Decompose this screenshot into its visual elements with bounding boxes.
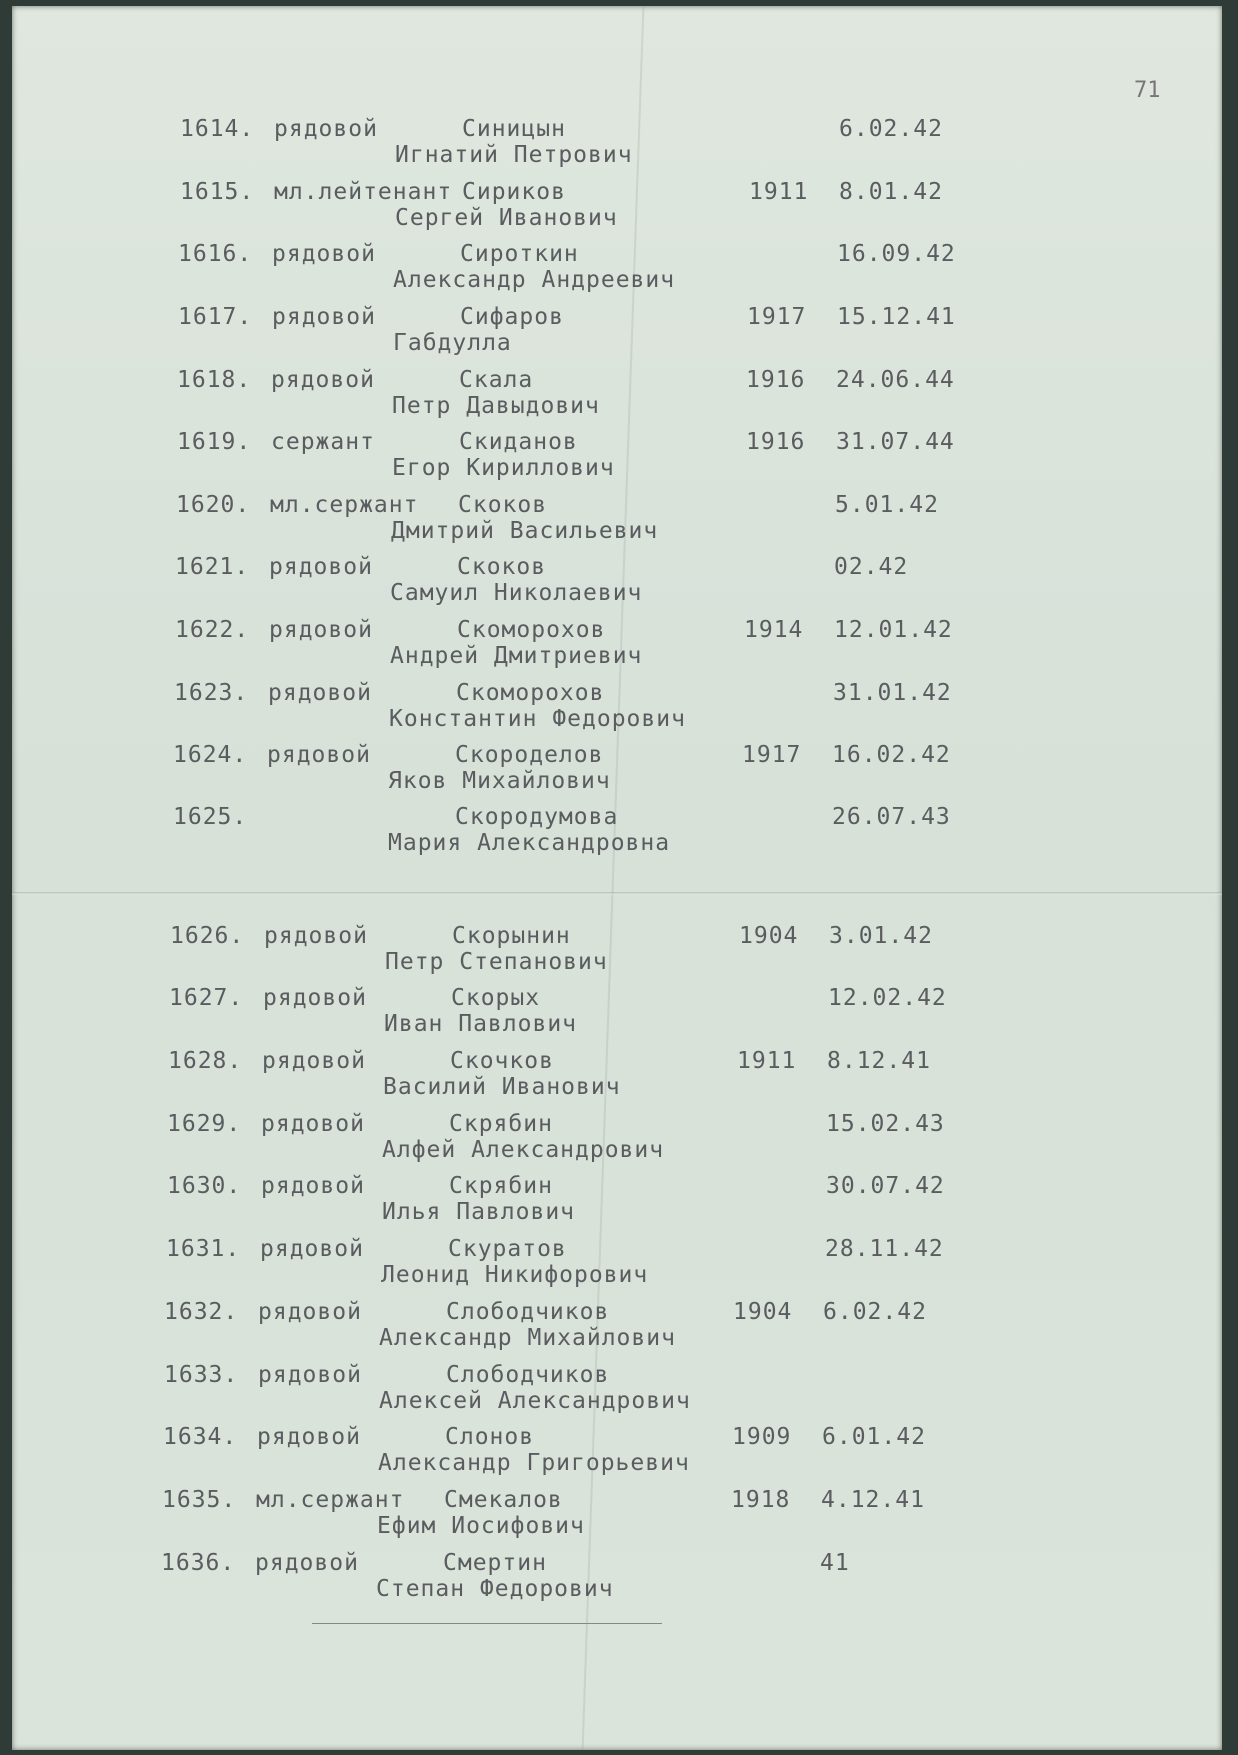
entry-given-name: Алфей Александрович: [382, 1137, 665, 1163]
entry-rank: рядовой: [264, 923, 368, 949]
entry-number: 1631.: [166, 1236, 241, 1262]
entry-surname: Скрябин: [449, 1173, 553, 1199]
entry-number: 1621.: [175, 554, 250, 580]
entry-given-name: Петр Степанович: [385, 949, 608, 975]
entry-rank: рядовой: [271, 367, 375, 393]
document-page: [12, 6, 1222, 1750]
entry-number: 1620.: [176, 492, 251, 518]
entry-surname: Сириков: [462, 179, 566, 205]
entry-date: 28.11.42: [825, 1236, 944, 1262]
entry-rank: рядовой: [258, 1362, 362, 1388]
entry-date: 3.01.42: [829, 923, 933, 949]
entry-number: 1628.: [168, 1048, 243, 1074]
entry-given-name: Сергей Иванович: [395, 205, 618, 231]
entry-rank: рядовой: [262, 1048, 366, 1074]
entry-number: 1614.: [180, 116, 255, 142]
entry-number: 1625.: [173, 804, 248, 830]
entry-number: 1629.: [167, 1111, 242, 1137]
entry-date: 30.07.42: [826, 1173, 945, 1199]
entry-given-name: Василий Иванович: [383, 1074, 621, 1100]
entry-rank: рядовой: [274, 116, 378, 142]
entry-number: 1626.: [170, 923, 245, 949]
entry-surname: Скоморохов: [456, 680, 605, 706]
entry-date: 5.01.42: [835, 492, 939, 518]
entry-rank: мл.лейтенант: [274, 179, 453, 205]
entry-surname: Смекалов: [444, 1487, 563, 1513]
entry-birth-year: 1918: [731, 1487, 791, 1513]
entry-date: 4.12.41: [821, 1487, 925, 1513]
entry-given-name: Александр Михайлович: [379, 1325, 676, 1351]
entry-rank: рядовой: [269, 617, 373, 643]
entry-number: 1619.: [177, 429, 252, 455]
entry-number: 1616.: [178, 241, 253, 267]
entry-number: 1634.: [163, 1424, 238, 1450]
entry-rank: рядовой: [272, 304, 376, 330]
entry-rank: рядовой: [261, 1111, 365, 1137]
entry-given-name: Андрей Дмитриевич: [390, 643, 643, 669]
entry-rank: сержант: [271, 429, 375, 455]
entry-rank: рядовой: [260, 1236, 364, 1262]
entry-date: 31.01.42: [833, 680, 952, 706]
entry-date: 6.02.42: [823, 1299, 927, 1325]
entry-surname: Скоков: [458, 492, 548, 518]
entry-rank: рядовой: [263, 985, 367, 1011]
entry-birth-year: 1917: [742, 742, 802, 768]
entry-date: 15.02.43: [826, 1111, 945, 1137]
entry-surname: Скуратов: [448, 1236, 567, 1262]
entry-rank: рядовой: [261, 1173, 365, 1199]
entry-number: 1635.: [162, 1487, 237, 1513]
entry-date: 31.07.44: [836, 429, 955, 455]
entry-birth-year: 1914: [744, 617, 804, 643]
entry-given-name: Яков Михайлович: [388, 768, 611, 794]
entry-rank: мл.сержант: [256, 1487, 405, 1513]
entry-number: 1627.: [169, 985, 244, 1011]
entry-rank: рядовой: [255, 1550, 359, 1576]
entry-surname: Скоморохов: [457, 617, 606, 643]
entry-birth-year: 1911: [749, 179, 809, 205]
entry-given-name: Александр Андреевич: [393, 267, 676, 293]
entry-number: 1617.: [178, 304, 253, 330]
entry-rank: рядовой: [258, 1299, 362, 1325]
entry-surname: Скрябин: [449, 1111, 553, 1137]
entry-date: 24.06.44: [836, 367, 955, 393]
entry-birth-year: 1917: [747, 304, 807, 330]
entry-birth-year: 1911: [737, 1048, 797, 1074]
entry-surname: Слонов: [445, 1424, 535, 1450]
entry-given-name: Леонид Никифорович: [381, 1262, 649, 1288]
entry-given-name: Степан Федорович: [376, 1576, 614, 1602]
entry-given-name: Игнатий Петрович: [395, 142, 633, 168]
entry-number: 1632.: [164, 1299, 239, 1325]
entry-date: 26.07.43: [832, 804, 951, 830]
entry-number: 1633.: [164, 1362, 239, 1388]
entry-given-name: Иван Павлович: [384, 1011, 578, 1037]
entry-given-name: Егор Кириллович: [392, 455, 615, 481]
entry-surname: Смертин: [443, 1550, 547, 1576]
entry-given-name: Дмитрий Васильевич: [391, 518, 659, 544]
entry-given-name: Алексей Александрович: [379, 1388, 691, 1414]
entry-rank: рядовой: [269, 554, 373, 580]
entry-number: 1623.: [174, 680, 249, 706]
entry-date: 8.01.42: [839, 179, 943, 205]
entry-rank: рядовой: [267, 742, 371, 768]
entry-given-name: Ефим Иосифович: [377, 1513, 585, 1539]
entry-number: 1618.: [177, 367, 252, 393]
entry-number: 1624.: [173, 742, 248, 768]
entry-surname: Скиданов: [459, 429, 578, 455]
entry-given-name: Петр Давыдович: [392, 393, 600, 419]
entry-rank: рядовой: [272, 241, 376, 267]
entry-number: 1630.: [167, 1173, 242, 1199]
entry-surname: Скорых: [451, 985, 541, 1011]
entry-date: 6.02.42: [839, 116, 943, 142]
entry-surname: Сифаров: [460, 304, 564, 330]
entry-surname: Слободчиков: [446, 1362, 610, 1388]
entry-surname: Скоков: [457, 554, 547, 580]
entry-surname: Скородумова: [455, 804, 619, 830]
entry-number: 1622.: [175, 617, 250, 643]
entry-rank: рядовой: [268, 680, 372, 706]
entry-birth-year: 1916: [746, 429, 806, 455]
entry-given-name: Мария Александровна: [388, 830, 671, 856]
end-rule: [312, 1623, 662, 1624]
entry-given-name: Габдулла: [393, 330, 512, 356]
entry-surname: Синицын: [462, 116, 566, 142]
entry-surname: Скороделов: [455, 742, 604, 768]
entry-surname: Скорынин: [452, 923, 571, 949]
page-number: 71: [1134, 78, 1161, 103]
entry-rank: рядовой: [257, 1424, 361, 1450]
entry-date: 02.42: [834, 554, 909, 580]
entry-surname: Сироткин: [460, 241, 579, 267]
entry-date: 16.09.42: [837, 241, 956, 267]
entry-given-name: Илья Павлович: [382, 1199, 576, 1225]
entry-given-name: Константин Федорович: [389, 706, 686, 732]
entry-surname: Скочков: [450, 1048, 554, 1074]
entry-birth-year: 1909: [732, 1424, 792, 1450]
entry-date: 6.01.42: [822, 1424, 926, 1450]
entry-surname: Слободчиков: [446, 1299, 610, 1325]
entry-given-name: Самуил Николаевич: [390, 580, 643, 606]
entry-given-name: Александр Григорьевич: [378, 1450, 690, 1476]
entry-date: 41: [820, 1550, 850, 1576]
entry-birth-year: 1904: [739, 923, 799, 949]
entry-birth-year: 1916: [746, 367, 806, 393]
entry-surname: Скала: [459, 367, 534, 393]
entry-date: 8.12.41: [827, 1048, 931, 1074]
entry-date: 15.12.41: [837, 304, 956, 330]
entry-number: 1636.: [161, 1550, 236, 1576]
entry-number: 1615.: [180, 179, 255, 205]
entry-date: 12.02.42: [828, 985, 947, 1011]
entry-birth-year: 1904: [733, 1299, 793, 1325]
entry-date: 16.02.42: [832, 742, 951, 768]
entry-date: 12.01.42: [834, 617, 953, 643]
entry-rank: мл.сержант: [270, 492, 419, 518]
